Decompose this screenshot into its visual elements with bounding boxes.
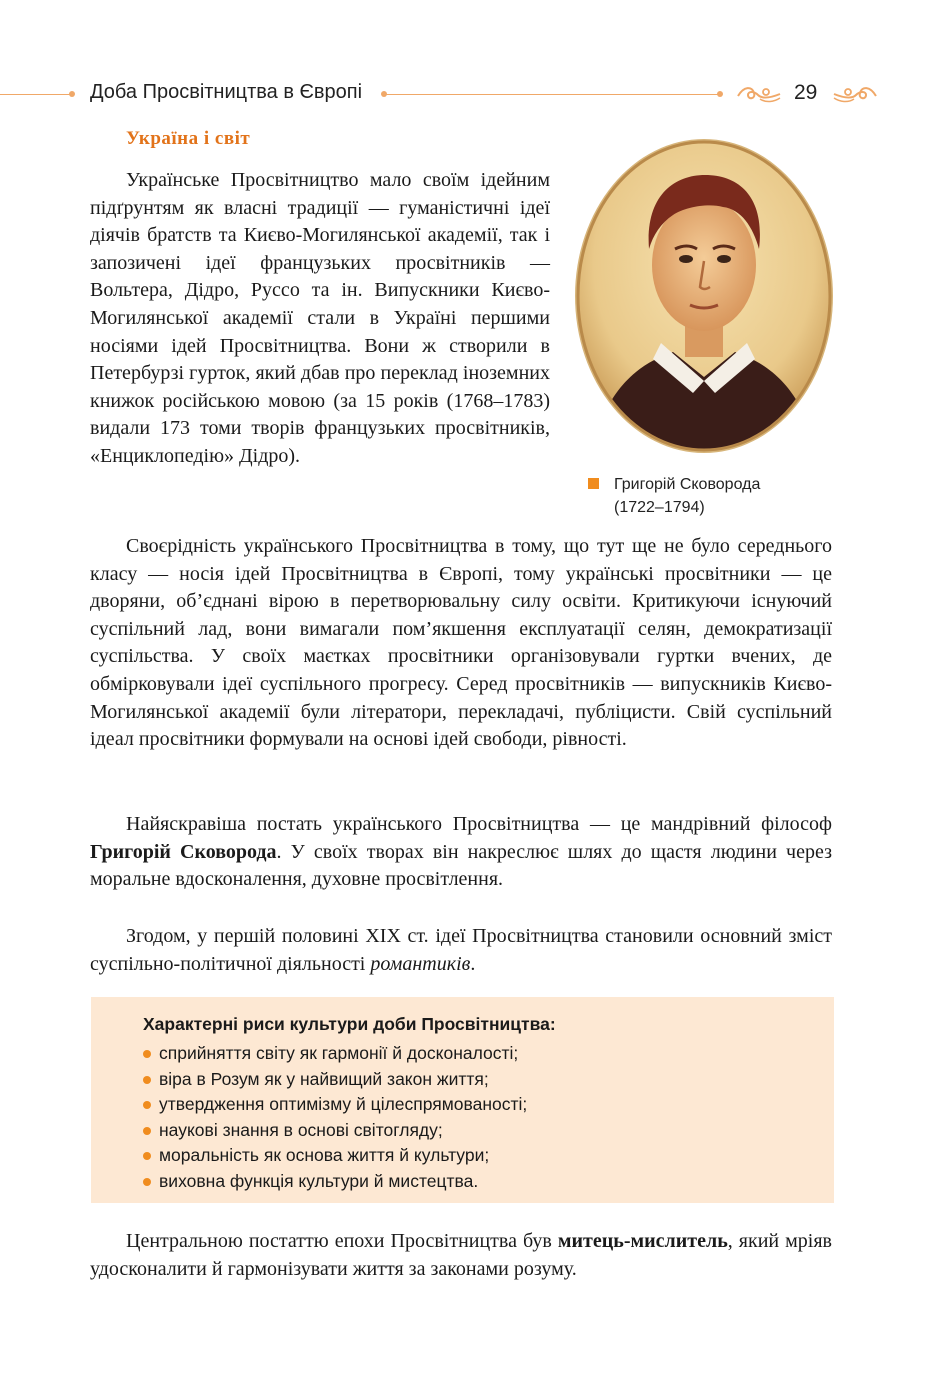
list-item: моральність як основа життя й культури; — [143, 1143, 527, 1169]
feature-box-title: Характерні риси культури доби Просвітництва: — [143, 1014, 556, 1034]
bullet-icon — [143, 1076, 151, 1084]
caption-text — [614, 473, 760, 519]
bullet-icon — [143, 1101, 151, 1109]
paragraph-text: , який мріяв удосконалити й гармонізувати життя за законами розуму. — [90, 1230, 832, 1280]
header-rule-left — [0, 94, 72, 95]
paragraph-text: Центральною постаттю епохи Просвітництва був — [126, 1230, 558, 1252]
paragraph-text: Згодом, у першій половині XIX ст. ідеї Просвітництва становили основний зміст суспільно-політичної діяльності — [90, 925, 832, 975]
bullet-icon — [143, 1178, 151, 1186]
paragraph-text: Українське Просвітництво мало своїм ідейним підґрунтям як власні традиції — гуманістичні ідеї діячів братств та Києво-Могилянської академії, так і запозичені ідеї французьких просвітників — Вольтера, Дідро, Руссо та ін. Випускники Києво-Могилянської академії стали в Україні першими носіями ідей Просвітництва. Вони ж створили в Петербурзі гурток, який дбав про переклад іноземних книжок російською мовою (за 15 років (1768–1783) видали 173 томи творів французьких просвітників, «Енциклопедію» Дідро). — [90, 169, 550, 467]
body-paragraph — [90, 811, 832, 894]
flourish-ornament-icon — [832, 84, 878, 104]
list-item: наукові знання в основі світогляду; — [143, 1118, 527, 1144]
header-dot — [717, 91, 723, 97]
page-number: 29 — [794, 81, 818, 104]
running-title: Доба Просвітництва в Європі — [90, 81, 363, 103]
paragraph-text: Своєрідність українського Просвітництва в тому, що тут ще не було середнього класу — носія ідей Просвітництва в Європі, тому українські просвітники — це дворяни, об’єднані вірою в перетворювальну силу освіти. Критикуючи існуючий суспільний лад, вони вимагали пом’якшення експлуатації селян, демократизації суспільства. У своїх маєтках просвітники організовували гуртки вчених, де обмірковували ідеї суспільного прогресу. Серед просвітників — випускників Києво-Могилянської академії були літератори, перекладачі, публіцисти. Свій суспільний ідеал просвітники формували на основі ідей свободи, рівності. — [90, 535, 832, 751]
bullet-icon — [143, 1152, 151, 1160]
paragraph-text: . У своїх творах він накреслює шлях до щастя людини через моральне вдосконалення, духовне просвітлення. — [90, 840, 832, 891]
caption-name: Григорій Сковорода — [614, 476, 761, 493]
bullet-icon — [143, 1050, 151, 1058]
section-heading: Україна і світ — [126, 128, 251, 149]
body-paragraph — [90, 1228, 832, 1283]
bold-term: Григорій Сковорода — [90, 840, 277, 863]
bullet-icon — [143, 1127, 151, 1135]
body-paragraph — [90, 533, 832, 754]
list-item: утвердження оптимізму й цілеспрямованості; — [143, 1092, 527, 1118]
page-header — [0, 76, 952, 112]
body-paragraph — [90, 167, 550, 471]
italic-term: романтиків — [370, 952, 471, 975]
header-rule-middle — [384, 94, 720, 95]
feature-box — [91, 997, 834, 1203]
paragraph-text: Найяскравіша постать українського Просвітництва — це мандрівний філософ — [126, 813, 832, 835]
feature-list — [143, 1041, 527, 1194]
header-dot — [69, 91, 75, 97]
flourish-ornament-icon — [736, 84, 782, 104]
paragraph-text: . — [470, 952, 476, 975]
list-item: виховна функція культури й мистецтва. — [143, 1169, 527, 1195]
caption-years: (1722–1794) — [614, 499, 705, 516]
skovoroda-portrait — [573, 137, 835, 455]
list-item: віра в Розум як у найвищий закон життя; — [143, 1067, 527, 1093]
caption-marker-icon — [588, 478, 599, 489]
list-item: сприйняття світу як гармонії й досконалості; — [143, 1041, 527, 1067]
body-paragraph — [90, 923, 832, 978]
bold-term: митець-мислитель — [557, 1230, 728, 1252]
